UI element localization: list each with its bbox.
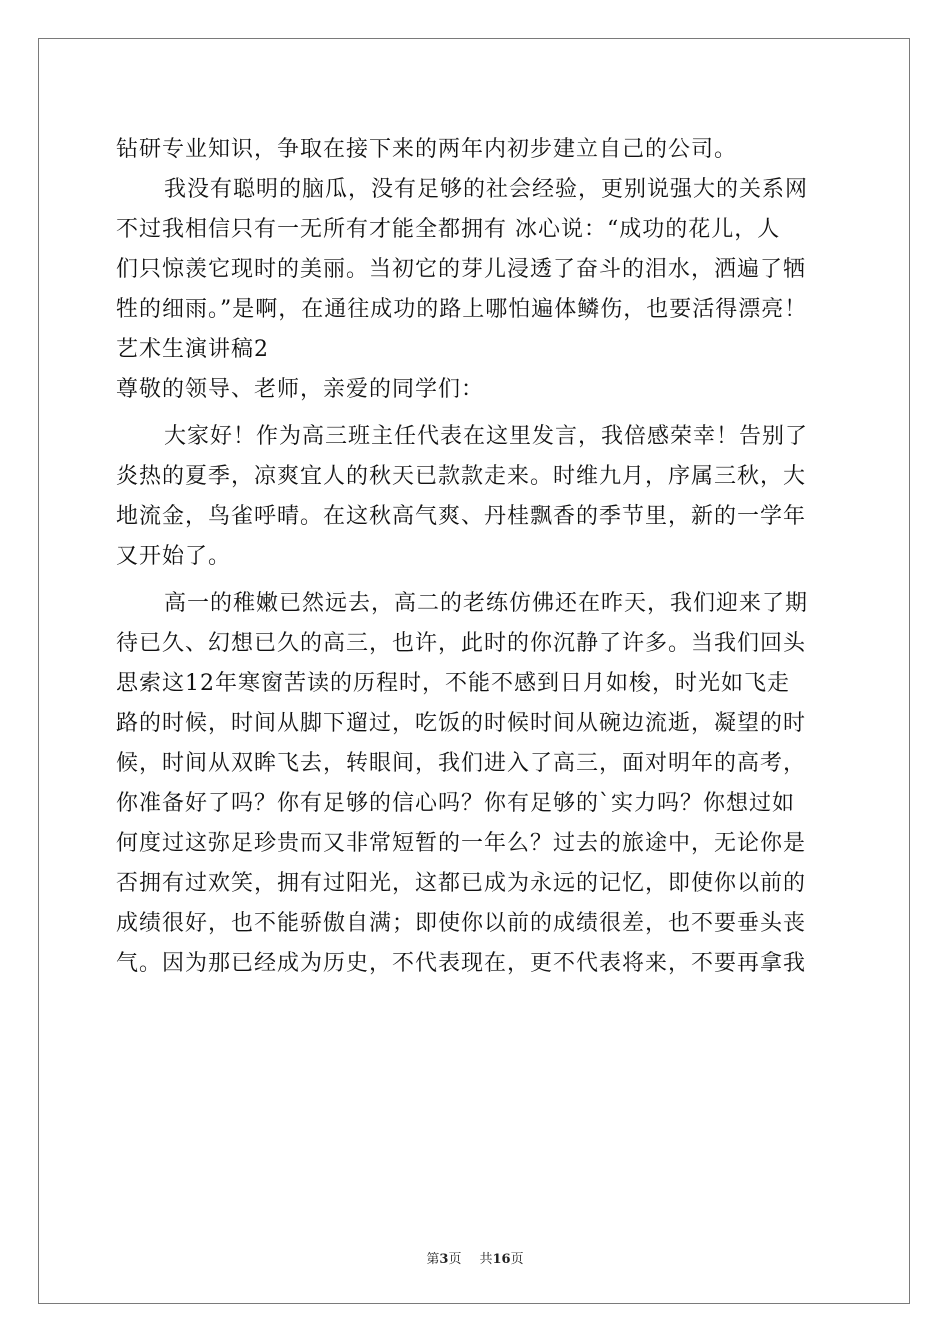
footer-page-suffix: 页 <box>448 1252 462 1267</box>
page-footer <box>0 1248 950 1267</box>
text-line: 地流金，鸟雀呼晴。在这秋高气爽、丹桂飘香的季节里，新的一学年 <box>116 504 807 529</box>
text-line: 气。因为那已经成为历史，不代表现在，更不代表将来，不要再拿我 <box>116 951 807 976</box>
text-line: 思索这12年寒窗苦读的历程时，不能不感到日月如梭，时光如飞走 <box>116 671 790 696</box>
document-body <box>116 130 836 984</box>
text-line: 又开始了。 <box>116 544 232 569</box>
text-line: 们只惊羡它现时的美丽。当初它的芽儿浸透了奋斗的泪水，洒遍了牺 <box>116 257 807 282</box>
text-line: 成绩很好，也不能骄傲自满；即使你以前的成绩很差，也不要垂头丧 <box>116 911 807 936</box>
salutation: 尊敬的领导、老师，亲爱的同学们： <box>116 377 485 402</box>
total-page-count: 16 <box>492 1252 511 1267</box>
footer-total-suffix: 页 <box>510 1252 524 1267</box>
paragraph-start-line: 高一的稚嫩已然远去，高二的老练仿佛还在昨天，我们迎来了期 <box>164 591 809 616</box>
current-page-number: 3 <box>439 1252 449 1267</box>
footer-prefix: 第 <box>426 1252 440 1267</box>
section-title: 艺术生演讲稿2 <box>116 337 269 362</box>
paragraph-start-line: 我没有聪明的脑瓜，没有足够的社会经验，更别说强大的关系网 <box>164 177 809 202</box>
text-line: 你准备好了吗？你有足够的信心吗？你有足够的`实力吗？你想过如 <box>116 791 796 816</box>
text-line: 钻研专业知识，争取在接下来的两年内初步建立自己的公司。 <box>116 137 738 162</box>
text-line: 候，时间从双眸飞去，转眼间，我们进入了高三，面对明年的高考， <box>116 751 807 776</box>
text-line: 路的时候，时间从脚下遛过，吃饭的时候时间从碗边流逝，凝望的时 <box>116 711 807 736</box>
text-line: 牲的细雨。”是啊，在通往成功的路上哪怕遍体鳞伤，也要活得漂亮！ <box>116 297 808 322</box>
text-line: 否拥有过欢笑，拥有过阳光，这都已成为永远的记忆，即使你以前的 <box>116 871 807 896</box>
text-line: 何度过这弥足珍贵而又非常短暂的一年么？过去的旅途中，无论你是 <box>116 831 807 856</box>
text-line: 炎热的夏季，凉爽宜人的秋天已款款走来。时维九月，序属三秋，大 <box>116 464 807 489</box>
text-line: 不过我相信只有一无所有才能全都拥有 冰心说：“成功的花儿，人 <box>116 217 781 242</box>
footer-total-prefix: 共 <box>479 1252 493 1267</box>
paragraph-start-line: 大家好！作为高三班主任代表在这里发言，我倍感荣幸！告别了 <box>164 424 809 449</box>
text-line: 待已久、幻想已久的高三，也许，此时的你沉静了许多。当我们回头 <box>116 631 807 656</box>
